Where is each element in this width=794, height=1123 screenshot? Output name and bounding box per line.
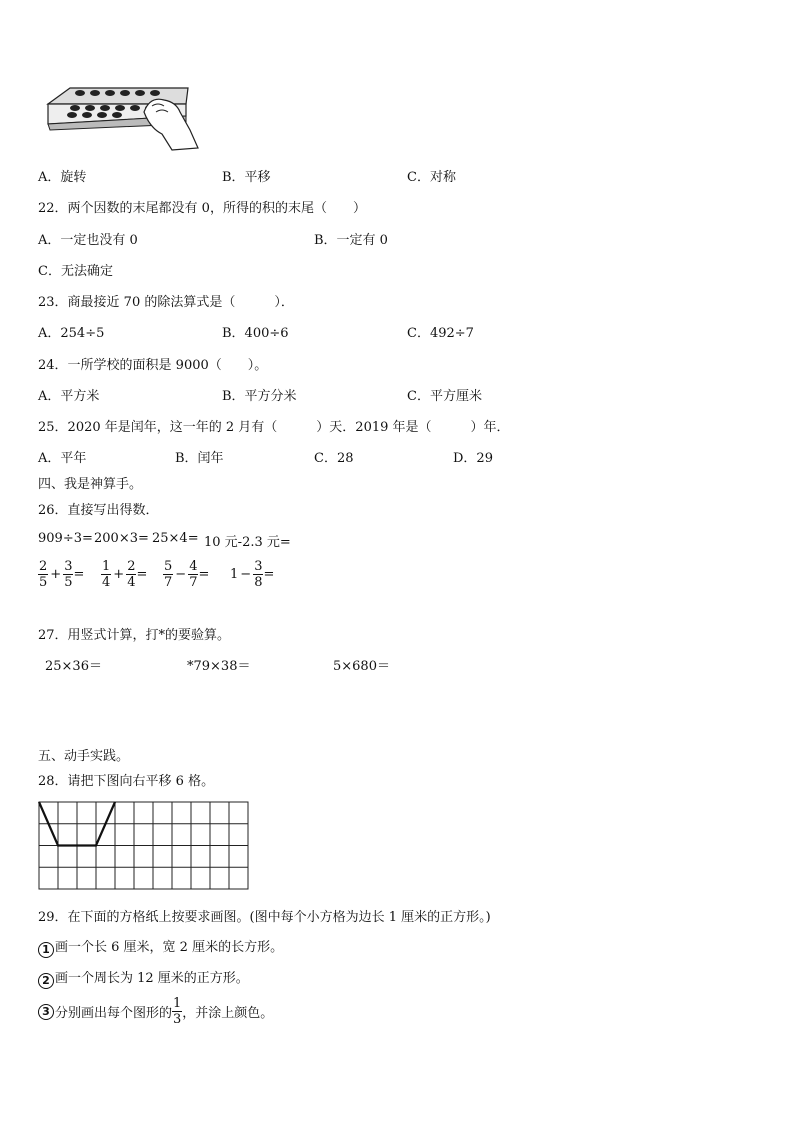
q24-option-c[interactable]: C．平方厘米 <box>407 389 482 404</box>
q21-option-a[interactable]: A．旋转 <box>38 170 87 185</box>
q26-item-2: 200×3= <box>94 531 149 546</box>
q27-stem: 27．用竖式计算，打*的要验算。 <box>38 628 231 643</box>
q27-item-1: 25×36＝ <box>45 659 102 674</box>
q25-stem: 25．2020 年是闰年，这一年的 2 月有（ ）天．2019 年是（ ）年． <box>38 420 510 435</box>
q28-stem: 28．请把下图向右平移 6 格。 <box>38 774 215 789</box>
q25-option-a[interactable]: A．平年 <box>38 451 87 466</box>
q26-item-1: 909÷3= <box>38 531 93 546</box>
q21-option-b[interactable]: B．平移 <box>222 170 271 185</box>
q25-option-b[interactable]: B．闰年 <box>175 451 224 466</box>
q21-option-c[interactable]: C．对称 <box>407 170 456 185</box>
q24-stem: 24．一所学校的面积是 9000（ ）。 <box>38 358 268 373</box>
circled-number-1: 1 <box>38 942 54 958</box>
q26-item-4: 10 元-2.3 元= <box>204 535 291 550</box>
q29-item-2: 2 画一个周长为 12 厘米的正方形。 <box>38 967 249 989</box>
circled-number-3: 3 <box>38 1004 54 1020</box>
q27-item-3: 5×680＝ <box>333 659 390 674</box>
q22-option-a[interactable]: A．一定也没有 0 <box>38 233 138 248</box>
q26-fraction-3: $\frac{5}{7}$ − $\frac{4}{7}$ = <box>164 559 210 590</box>
q28-grid <box>38 801 250 891</box>
abacus-illustration <box>40 82 200 154</box>
q27-item-2: *79×38＝ <box>187 659 251 674</box>
q24-option-b[interactable]: B．平方分米 <box>222 389 297 404</box>
q22-option-c[interactable]: C．无法确定 <box>38 264 113 279</box>
q23-stem: 23．商最接近 70 的除法算式是（ ）． <box>38 295 294 310</box>
q25-option-c[interactable]: C．28 <box>314 451 354 466</box>
q26-item-3: 25×4= <box>152 531 199 546</box>
section-4-heading: 四、我是神算手。 <box>38 477 143 492</box>
q29-item-3: 3 分别画出每个图形的 $\frac{1}{3}$ ，并涂上颜色。 <box>38 997 273 1026</box>
q29-item-1: 1 画一个长 6 厘米，宽 2 厘米的长方形。 <box>38 936 283 958</box>
q26-fraction-1: $\frac{2}{5}$ + $\frac{3}{5}$ = <box>39 559 85 590</box>
section-5-heading: 五、动手实践。 <box>38 749 130 764</box>
q23-option-b[interactable]: B．400÷6 <box>222 326 289 341</box>
q26-fraction-2: $\frac{1}{4}$ + $\frac{2}{4}$ = <box>102 559 148 590</box>
q23-option-c[interactable]: C．492÷7 <box>407 326 474 341</box>
circled-number-2: 2 <box>38 973 54 989</box>
q29-stem: 29．在下面的方格纸上按要求画图。(图中每个小方格为边长 1 厘米的正方形。) <box>38 910 491 925</box>
q25-option-d[interactable]: D．29 <box>453 451 493 466</box>
q22-option-b[interactable]: B．一定有 0 <box>314 233 388 248</box>
q23-option-a[interactable]: A．254÷5 <box>38 326 105 341</box>
q22-stem: 22．两个因数的末尾都没有 0，所得的积的末尾（ ） <box>38 201 366 216</box>
q24-option-a[interactable]: A．平方米 <box>38 389 100 404</box>
q26-fraction-4: 1 − $\frac{3}{8}$ = <box>230 559 275 590</box>
q26-stem: 26．直接写出得数． <box>38 503 159 518</box>
